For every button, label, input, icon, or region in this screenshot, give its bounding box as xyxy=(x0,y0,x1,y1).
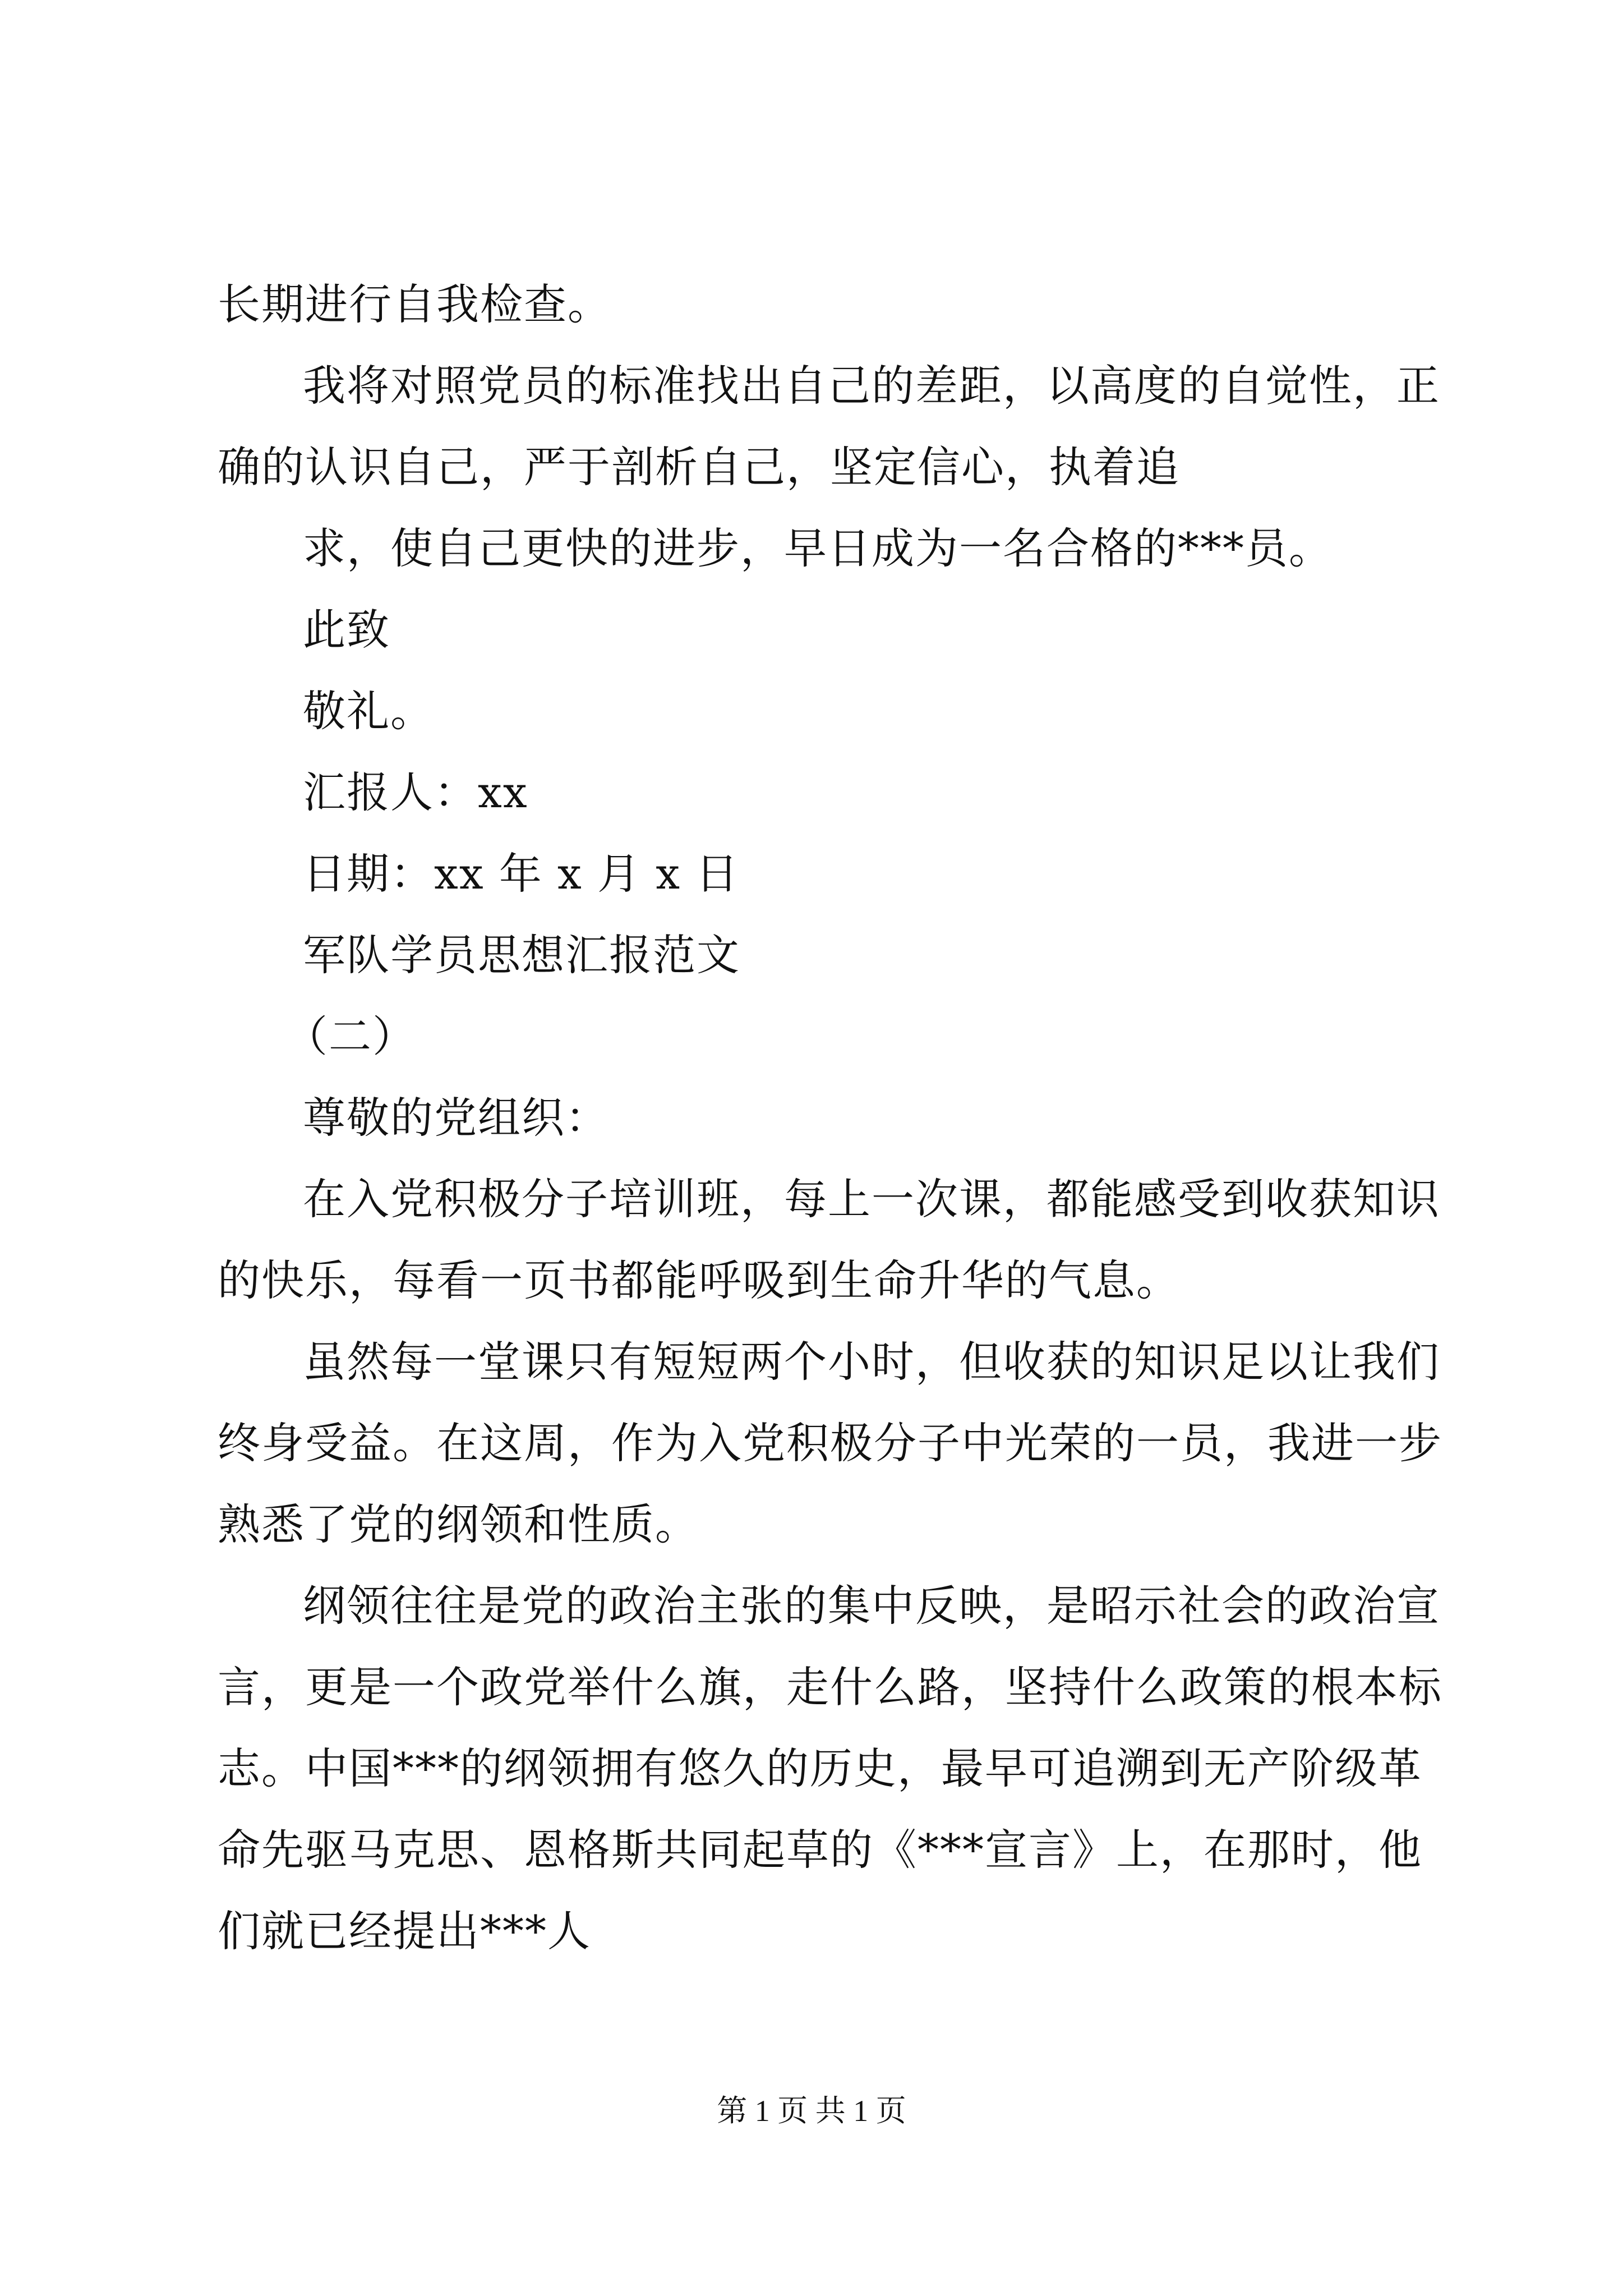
text-line: 们就已经提出***人 xyxy=(218,1906,591,1956)
text-line: 命先驱马克思、恩格斯共同起草的《***宣言》上，在那时，他 xyxy=(218,1825,1422,1875)
text-line: 我将对照党员的标准找出自己的差距，以高度的自觉性，正 xyxy=(303,361,1440,411)
text-line: 终身受益。在这周，作为入党积极分子中光荣的一员，我进一步 xyxy=(218,1418,1442,1468)
text-line: 言，更是一个政党举什么旗，走什么路，坚持什么政策的根本标 xyxy=(218,1662,1442,1712)
text-line: 确的认识自己，严于剖析自己，坚定信心，执着追 xyxy=(218,442,1180,492)
page-number-footer: 第 1 页 共 1 页 xyxy=(717,2094,906,2128)
text-line: 长期进行自我检查。 xyxy=(218,279,611,329)
salutation: 尊敬的党组织： xyxy=(303,1093,609,1143)
reporter-line: 汇报人：xx xyxy=(303,767,528,817)
closing-line: 此致 xyxy=(303,605,390,655)
text-line: 在入党积极分子培训班，每上一次课，都能感受到收获知识 xyxy=(303,1174,1440,1224)
text-line: 的快乐，每看一页书都能呼吸到生命升华的气息。 xyxy=(218,1255,1180,1305)
text-line: 纲领往往是党的政治主张的集中反映，是昭示社会的政治宣 xyxy=(303,1581,1440,1631)
section-number: （二） xyxy=(285,1011,416,1061)
document-body xyxy=(218,264,1442,1972)
text-line: 求，使自己更快的进步，早日成为一名合格的***员。 xyxy=(303,523,1332,573)
text-line: 虽然每一堂课只有短短两个小时，但收获的知识足以让我们 xyxy=(303,1337,1440,1387)
date-line: 日期：xx 年 x 月 x 日 xyxy=(303,849,740,899)
closing-line: 敬礼。 xyxy=(303,686,434,736)
section-title: 军队学员思想汇报范文 xyxy=(303,930,740,980)
text-line: 熟悉了党的纲领和性质。 xyxy=(218,1499,699,1549)
text-line: 志。中国***的纲领拥有悠久的历史，最早可追溯到无产阶级革 xyxy=(218,1743,1422,1793)
